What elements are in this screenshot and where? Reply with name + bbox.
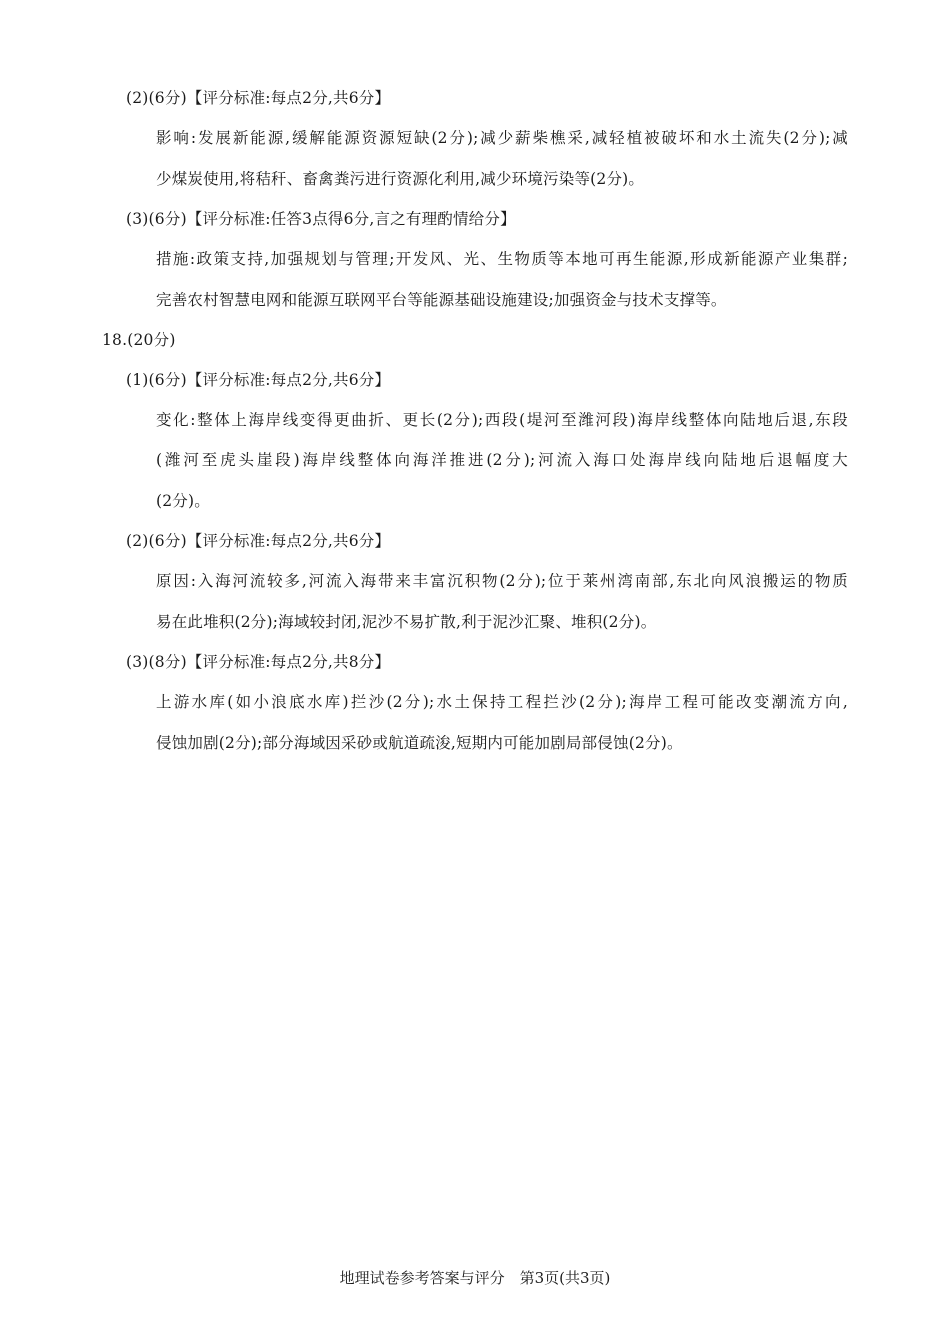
q18-header: 18.(20分) bbox=[102, 331, 176, 349]
q18-part1-line-2: (潍河至虎头崖段)海岸线整体向海洋推进(2分);河流入海口处海岸线向陆地后退幅度大 bbox=[156, 451, 848, 469]
q17-part3-header: (3)(6分)【评分标准:任答3点得6分,言之有理酌情给分】 bbox=[126, 210, 516, 228]
q18-part2-line-2: 易在此堆积(2分);海域较封闭,泥沙不易扩散,利于泥沙汇聚、堆积(2分)。 bbox=[156, 613, 657, 631]
q18-part3-header: (3)(8分)【评分标准:每点2分,共8分】 bbox=[126, 653, 391, 671]
q17-part2-header: (2)(6分)【评分标准:每点2分,共6分】 bbox=[126, 89, 391, 107]
q18-part3-line-1: 上游水库(如小浪底水库)拦沙(2分);水土保持工程拦沙(2分);海岸工程可能改变潮流方向, bbox=[156, 693, 848, 711]
q18-part1-line-1: 变化:整体上海岸线变得更曲折、更长(2分);西段(堤河至潍河段)海岸线整体向陆地后退,东段 bbox=[156, 411, 848, 429]
q18-part2-line-1: 原因:入海河流较多,河流入海带来丰富沉积物(2分);位于莱州湾南部,东北向风浪搬运的物质 bbox=[156, 572, 848, 590]
page-footer: 地理试卷参考答案与评分 第3页(共3页) bbox=[339, 1269, 611, 1287]
q17-part2-line-1: 影响:发展新能源,缓解能源资源短缺(2分);减少薪柴樵采,减轻植被破坏和水土流失(2分);减 bbox=[156, 129, 848, 147]
q18-part2-header: (2)(6分)【评分标准:每点2分,共6分】 bbox=[126, 532, 391, 550]
q18-part1-line-3: (2分)。 bbox=[156, 492, 210, 510]
q17-part3-line-1: 措施:政策支持,加强规划与管理;开发风、光、生物质等本地可再生能源,形成新能源产业集群; bbox=[156, 250, 848, 268]
q17-part2-line-2: 少煤炭使用,将秸秆、畜禽粪污进行资源化利用,减少环境污染等(2分)。 bbox=[156, 170, 645, 188]
q18-part3-line-2: 侵蚀加剧(2分);部分海域因采砂或航道疏浚,短期内可能加剧局部侵蚀(2分)。 bbox=[156, 734, 683, 752]
q17-part3-line-2: 完善农村智慧电网和能源互联网平台等能源基础设施建设;加强资金与技术支撑等。 bbox=[156, 291, 727, 309]
q18-part1-header: (1)(6分)【评分标准:每点2分,共6分】 bbox=[126, 371, 391, 389]
